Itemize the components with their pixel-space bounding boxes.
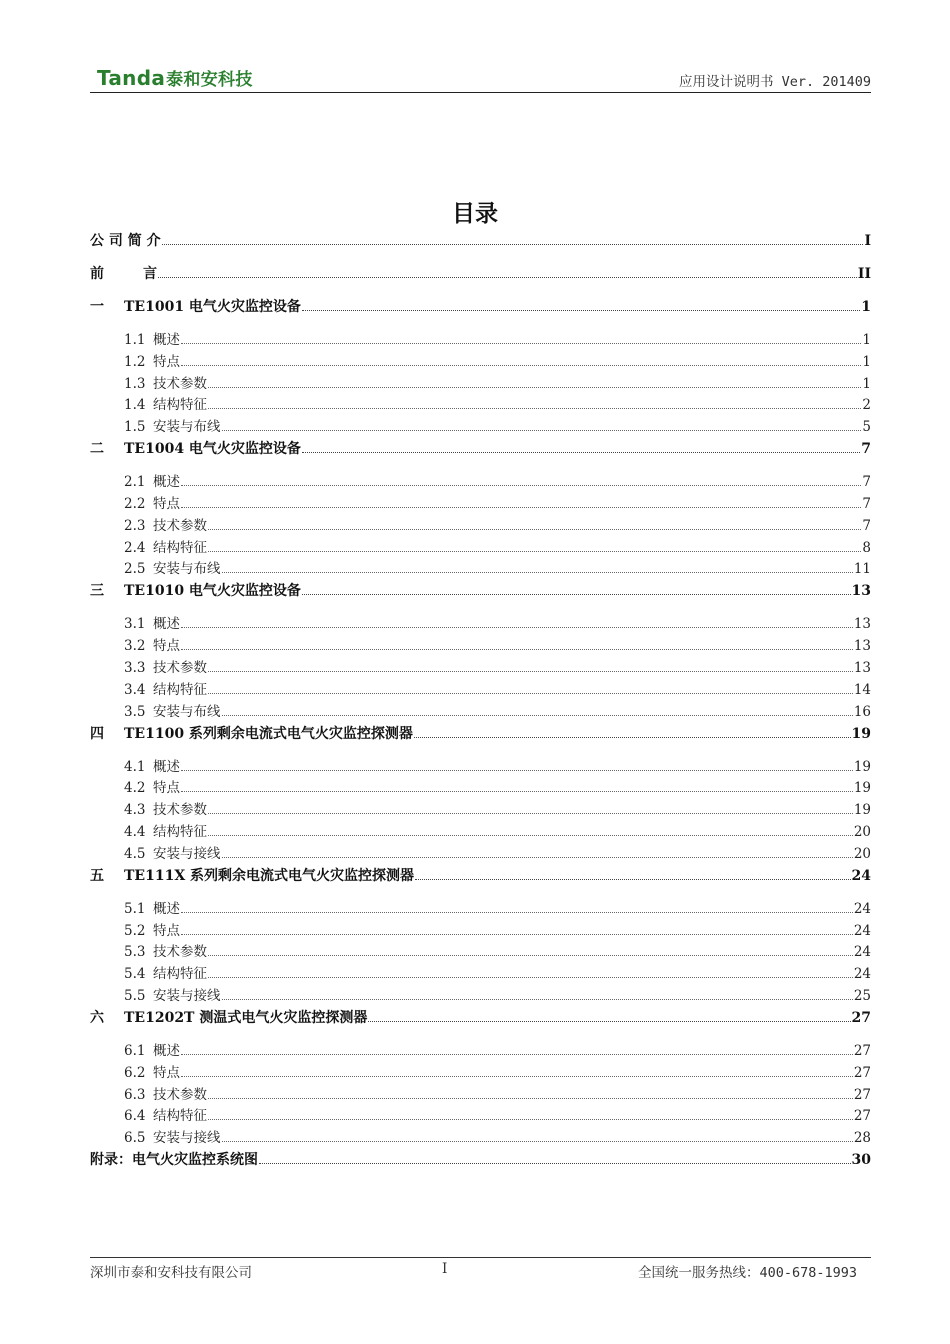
toc-entry-title: 概述 [153,758,180,775]
page-footer [90,1257,871,1282]
toc-entry-title: 技术参数 [153,944,207,961]
toc-chapter-entry[interactable] [90,297,871,317]
toc-entry-page: 1 [861,299,871,315]
toc-dot-leader [181,365,861,366]
toc-entry-number: 3.2 [124,638,146,655]
toc-entry-number: 4.1 [124,758,146,775]
toc-section-entry[interactable] [124,844,871,864]
toc-entry-number: 5.2 [124,922,146,939]
toc-entry-page: 13 [853,660,871,676]
toc-section-entry[interactable] [124,1106,871,1126]
page-title: 目录 [452,201,498,227]
toc-entry-title: 结构特征 [153,824,207,840]
toc-entry-page: 16 [853,703,871,720]
toc-section-entry[interactable] [124,614,871,634]
toc-entry-title: 特点 [153,353,180,370]
toc-entry-number: 6.1 [124,1043,146,1059]
toc-entry-page: 11 [853,561,871,578]
logo-cn: 泰和安科技 [166,70,253,90]
toc-entry-title: 结构特征 [153,539,207,556]
toc-dot-leader [158,277,857,278]
document-version: 应用设计说明书 Ver. 201409 [678,74,871,90]
toc-entry-page: I [864,233,871,249]
toc-dot-leader [162,244,864,245]
toc-dot-leader [259,1163,851,1164]
toc-section-entry[interactable] [124,374,871,394]
toc-section-entry[interactable] [124,516,871,536]
toc-entry-page: 20 [853,845,871,862]
toc-entry-page: 14 [853,681,871,698]
footer-hotline: 全国统一服务热线：400-678-1993 [637,1265,857,1281]
toc-entry-number: 3.3 [124,660,146,676]
toc-entry-page: 8 [862,539,871,556]
toc-dot-leader [222,1141,853,1142]
toc-dot-leader [208,955,853,956]
toc-section-entry[interactable] [124,352,871,372]
toc-dot-leader [208,551,861,552]
toc-section-entry[interactable] [124,1041,871,1061]
toc-entry-page: 1 [862,375,871,392]
toc-entry-title: 技术参数 [153,375,207,392]
toc-entry-title: 安装与接线 [153,845,221,862]
toc-dot-leader [181,507,861,508]
toc-section-entry[interactable] [124,964,871,984]
toc-entry-number: 2.2 [124,496,146,512]
toc-dot-leader [222,715,853,716]
toc-chapter-entry[interactable] [90,1008,871,1028]
toc-entry-page: 13 [853,616,871,633]
toc-dot-leader [181,627,853,628]
toc-entry-page: 25 [853,988,871,1004]
toc-entry-number: 1.1 [124,332,146,348]
toc-entry-page: 19 [851,725,871,742]
toc-entry-page: 19 [853,780,871,797]
toc-section-entry[interactable] [124,680,871,700]
toc-dot-leader [208,977,853,978]
toc-section-entry[interactable] [124,986,871,1006]
toc-dot-leader [181,1054,853,1055]
toc-entry-title: TE1202T 测温式电气火灾监控探测器 [124,1010,368,1026]
toc-section-entry[interactable] [124,330,871,350]
toc-section-entry[interactable] [124,822,871,842]
toc-dot-leader [208,835,853,836]
toc-entry-title: 结构特征 [153,1108,207,1125]
toc-entry-title: TE111X 系列剩余电流式电气火灾监控探测器 [124,867,415,884]
toc-entry-page: 27 [851,1010,871,1026]
toc-chapter-entry[interactable] [90,1150,871,1170]
toc-dot-leader [208,813,853,814]
toc-entry-number: 2.4 [124,539,146,556]
toc-dot-leader [222,430,862,431]
toc-section-entry[interactable] [124,472,871,492]
toc-entry-title: 概述 [153,474,180,491]
toc-dot-leader [181,770,853,771]
toc-section-entry[interactable] [124,899,871,919]
toc-section-entry[interactable] [124,494,871,514]
toc-dot-leader [415,879,850,880]
toc-entry-page: 7 [862,517,871,534]
toc-section-entry[interactable] [124,636,871,656]
toc-entry-title: 结构特征 [153,966,207,983]
toc-entry-title: 安装与布线 [153,561,221,578]
toc-entry-title: 安装与布线 [153,703,221,720]
toc-entry-number: 5.4 [124,966,146,983]
toc-entry-page: 7 [862,474,871,491]
toc-entry-number: 1.3 [124,375,146,392]
toc-entry-title: 结构特征 [153,397,207,414]
toc-entry-number: 3.5 [124,703,146,720]
toc-entry-title: TE1001 电气火灾监控设备 [124,299,301,315]
toc-section-entry[interactable] [124,559,871,579]
toc-entry-number: 2.1 [124,474,146,491]
toc-entry-title: 概述 [153,616,180,633]
toc-dot-leader [181,649,853,650]
toc-entry-number: 1.2 [124,353,146,370]
toc-entry-title: 安装与接线 [153,988,221,1004]
toc-dot-leader [181,485,861,486]
toc-entry-page: 13 [853,638,871,655]
toc-entry-page: 20 [853,824,871,840]
toc-entry-number: 5.3 [124,944,146,961]
toc-chapter-entry[interactable] [90,231,871,251]
toc-dot-leader [181,343,861,344]
toc-entry-title: 概述 [153,1043,180,1059]
toc-entry-page: 24 [853,944,871,961]
toc-entry-title: 特点 [153,780,180,797]
toc-entry-page: 24 [851,867,871,884]
toc-entry-title: 概述 [153,900,180,917]
toc-dot-leader [208,387,861,388]
toc-section-entry[interactable] [124,778,871,798]
toc-entry-page: 13 [851,583,871,600]
toc-entry-page: 7 [862,496,871,512]
toc-section-entry[interactable] [124,658,871,678]
logo-latin: Tanda [97,66,166,90]
toc-section-entry[interactable] [124,1128,871,1148]
toc-entry-number: 6.2 [124,1064,146,1081]
toc-dot-leader [181,1076,853,1077]
toc-entry-number: 4.2 [124,780,146,797]
toc-entry-page: 27 [853,1064,871,1081]
toc-dot-leader [302,452,860,453]
toc-entry-title: 特点 [153,496,180,512]
toc-entry-title: 技术参数 [153,802,207,819]
toc-entry-page: II [857,266,871,282]
toc-entry-page: 24 [853,966,871,983]
toc-entry-title: TE1004 电气火灾监控设备 [124,441,301,458]
toc-chapter-entry[interactable] [90,866,871,886]
toc-entry-title: 前 言 [90,266,157,282]
footer-company: 深圳市泰和安科技有限公司 [90,1265,252,1281]
company-logo [97,65,253,90]
toc-entry-page: 27 [853,1108,871,1125]
toc-chapter-entry[interactable] [90,724,871,744]
toc-entry-title: 特点 [153,638,180,655]
toc-section-entry[interactable] [124,800,871,820]
toc-entry-number: 1.4 [124,397,146,414]
toc-entry-title: 特点 [153,922,180,939]
toc-entry-title: TE1100 系列剩余电流式电气火灾监控探测器 [124,725,413,742]
toc-dot-leader [208,1119,853,1120]
page-header [90,62,871,93]
toc-dot-leader [181,912,853,913]
toc-entry-page: 19 [853,758,871,775]
toc-entry-title: 公 司 简 介 [90,233,161,249]
toc-entry-page: 2 [862,397,871,414]
toc-entry-page: 28 [853,1130,871,1147]
toc-dot-leader [208,408,861,409]
toc-entry-number: 五 [90,867,104,884]
toc-entry-number: 5.5 [124,988,146,1004]
toc-entry-page: 27 [853,1086,871,1103]
toc-dot-leader [181,791,853,792]
toc-entry-title: 特点 [153,1064,180,1081]
toc-entry-number: 6.5 [124,1130,146,1147]
toc-entry-number: 3.1 [124,616,146,633]
toc-entry-number: 4.4 [124,824,146,840]
toc-entry-number: 4.3 [124,802,146,819]
toc-dot-leader [302,594,851,595]
toc-dot-leader [208,693,853,694]
toc-entry-title: 安装与接线 [153,1130,221,1147]
toc-dot-leader [368,1021,850,1022]
toc-entry-number: 1.5 [124,419,146,436]
toc-entry-number: 2.5 [124,561,146,578]
toc-entry-title: 技术参数 [153,1086,207,1103]
toc-section-entry[interactable] [124,942,871,962]
toc-entry-number: 6.4 [124,1108,146,1125]
toc-entry-title: 附录：电气火灾监控系统图 [90,1152,258,1169]
toc-entry-number: 二 [90,441,104,458]
toc-entry-page: 24 [853,900,871,917]
toc-entry-page: 7 [861,441,871,458]
toc-entry-title: TE1010 电气火灾监控设备 [124,583,301,600]
toc-dot-leader [208,529,861,530]
toc-section-entry[interactable] [124,757,871,777]
toc-chapter-entry[interactable] [90,439,871,459]
toc-entry-title: 技术参数 [153,660,207,676]
toc-entry-title: 安装与布线 [153,419,221,436]
toc-section-entry[interactable] [124,1085,871,1105]
toc-entry-number: 3.4 [124,681,146,698]
toc-entry-title: 结构特征 [153,681,207,698]
toc-chapter-entry[interactable] [90,581,871,601]
toc-entry-title: 概述 [153,332,180,348]
toc-entry-number: 六 [90,1010,104,1026]
toc-section-entry[interactable] [124,921,871,941]
toc-dot-leader [302,310,860,311]
toc-entry-page: 19 [853,802,871,819]
toc-section-entry[interactable] [124,417,871,437]
toc-dot-leader [414,737,851,738]
toc-entry-title: 技术参数 [153,517,207,534]
toc-entry-number: 四 [90,725,104,742]
toc-entry-page: 30 [851,1152,871,1169]
toc-section-entry[interactable] [124,1063,871,1083]
toc-dot-leader [222,999,853,1000]
toc-entry-page: 24 [853,922,871,939]
toc-chapter-entry[interactable] [90,264,871,284]
toc-entry-number: 一 [90,299,104,315]
toc-dot-leader [208,1098,853,1099]
toc-entry-page: 5 [862,419,871,436]
toc-entry-number: 4.5 [124,845,146,862]
footer-page-number: I [442,1261,448,1277]
toc-section-entry[interactable] [124,702,871,722]
toc-entry-page: 1 [862,353,871,370]
toc-entry-page: 1 [862,332,871,348]
toc-dot-leader [181,934,853,935]
toc-dot-leader [222,857,853,858]
toc-section-entry[interactable] [124,538,871,558]
toc-dot-leader [208,671,853,672]
toc-entry-page: 27 [853,1043,871,1059]
toc-entry-number: 2.3 [124,517,146,534]
toc-entry-number: 6.3 [124,1086,146,1103]
toc-entry-number: 三 [90,583,104,600]
toc-entry-number: 5.1 [124,900,146,917]
toc-dot-leader [222,572,853,573]
toc-section-entry[interactable] [124,395,871,415]
